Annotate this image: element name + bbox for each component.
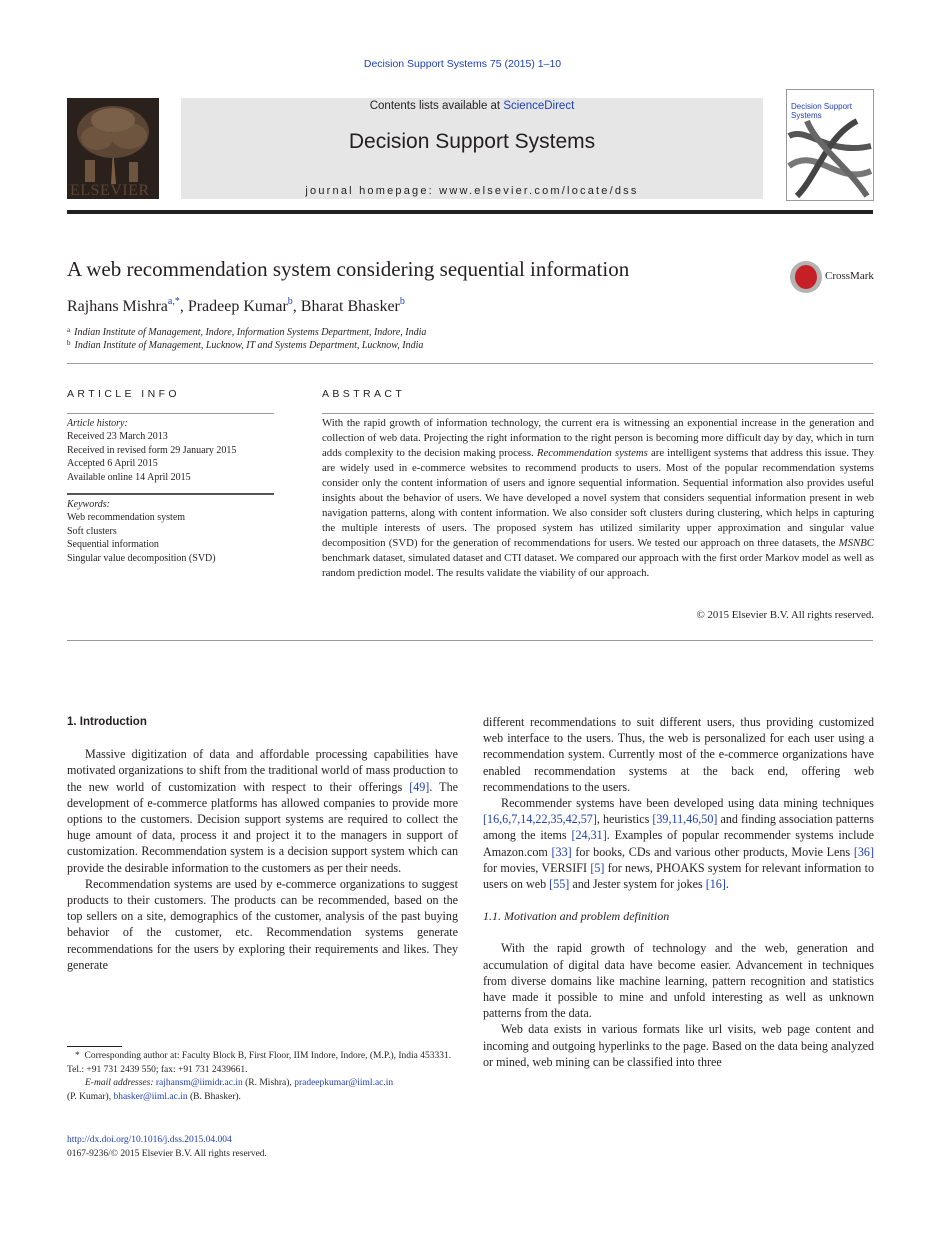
crossmark-label[interactable]: CrossMark: [825, 270, 874, 282]
author-separator: ,: [179, 298, 188, 315]
history-accepted: Accepted 6 April 2015: [67, 458, 158, 470]
keywords-rule: [67, 493, 274, 495]
article-info-heading: ARTICLE INFO: [67, 388, 180, 400]
article-info-rule: [67, 413, 274, 414]
body-right-column: [483, 714, 874, 1070]
corresponding-text: Corresponding author at: Faculty Block B, First Floor, IIM Indore, Indore, (M.P.), India 453331. Tel.: +91 731 2439 550; fax: +91 731 2439661.: [67, 1051, 452, 1075]
crossmark-badge[interactable]: [790, 261, 874, 295]
abstract-rule: [322, 413, 874, 414]
text-run: . Examples of popular recommender systems include Amazon.com: [483, 828, 874, 859]
history-label: Article history:: [67, 418, 128, 429]
affiliation-mark: a: [67, 326, 71, 334]
text-run: , heuristics: [596, 812, 653, 827]
text-run: and finding association patterns among the items: [483, 812, 874, 843]
keywords-label: Keywords:: [67, 499, 110, 510]
header-rule: [67, 210, 873, 214]
text-run: for books, CDs and various other products, Movie Lens: [571, 844, 854, 859]
paragraph: With the rapid growth of technology and the web, generation and accumulation of digital data have become easier. Advancement in techniques from diverse domains like machine learning, pattern recognition and statistics have made it possible to mine and unfold interesting as well as unknown patterns from the data.: [483, 941, 874, 1021]
title-divider: [67, 363, 873, 364]
citation-link[interactable]: [16,6,7,14,22,35,42,57]: [483, 812, 597, 827]
email-label: E-mail addresses:: [85, 1078, 154, 1088]
sciencedirect-link[interactable]: ScienceDirect: [503, 100, 575, 112]
abstract-segment: With the rapid growth of information technology, the current era is witnessing an exponential increase in the generation and collection of web data. Projecting the right information to the right person is becoming more difficult day by day, which in turn adds complexity to the decision making process.: [322, 417, 874, 459]
abstract-copyright: © 2015 Elsevier B.V. All rights reserved.: [696, 609, 874, 621]
author-name: Pradeep Kumar: [187, 298, 288, 315]
paragraph: Web data exists in various formats like url visits, web page content and incoming and outgoing hyperlinks to the page. Based on the data being analyzed or mined, web mining can be classified into three: [483, 1022, 874, 1069]
keyword-item: Soft clusters: [67, 525, 117, 537]
affiliation-b: [67, 339, 423, 351]
author-list: [67, 296, 405, 316]
affiliation-a: [67, 326, 426, 338]
paragraph: [67, 746, 458, 876]
email-link[interactable]: rajhansm@iimidr.ac.in: [155, 1078, 243, 1088]
text-run: Massive digitization of data and affordable processing capabilities have motivated organizations to shift from the traditional world of mass production to the new world of customization with respect to their offerings: [67, 747, 458, 794]
corresponding-author-note: [67, 1050, 458, 1077]
history-revised: Received in revised form 29 January 2015: [67, 444, 237, 456]
cover-rope-icon: [787, 116, 873, 200]
citation-link[interactable]: [33]: [551, 844, 572, 859]
email-owner: (B. Bhasker).: [187, 1091, 241, 1102]
author-name: Rajhans Mishra: [67, 298, 168, 315]
publisher-logo-text: ELSEVIER: [70, 182, 150, 199]
abstract-italic: MSNBC: [838, 536, 874, 549]
doi-block: [67, 1134, 458, 1161]
author-affil-mark[interactable]: b: [399, 296, 405, 307]
keywords-block: [67, 498, 277, 565]
history-online: Available online 14 April 2015: [67, 471, 191, 483]
issn-line: 0167-9236/© 2015 Elsevier B.V. All rights reserved.: [67, 1148, 267, 1159]
abstract-segment: benchmark dataset, simulated dataset and CTI dataset. We compared our approach with the first order Markov model as well as random prediction model. The results validate the viability of our approach.: [322, 551, 874, 579]
footnote-rule: [67, 1046, 122, 1047]
contents-line: [181, 100, 763, 112]
citation-link[interactable]: [39,11,46,50]: [652, 812, 718, 827]
author-separator: ,: [292, 298, 301, 315]
keyword-item: Sequential information: [67, 539, 159, 551]
citation-link[interactable]: [24,31]: [571, 828, 607, 843]
email-owner: (P. Kumar),: [67, 1091, 114, 1102]
text-run: Recommender systems have been developed using data mining techniques: [501, 796, 874, 811]
journal-cover-thumbnail: [786, 89, 874, 201]
citation-link[interactable]: [55]: [549, 877, 570, 892]
footnote-star: *: [75, 1051, 80, 1061]
section-heading: 1. Introduction: [67, 716, 147, 728]
citation-link[interactable]: [49]: [409, 779, 430, 794]
citation-link[interactable]: [36]: [853, 844, 874, 859]
text-run: and Jester system for jokes: [569, 877, 706, 892]
abstract-text: [322, 416, 874, 580]
citation-link[interactable]: [16]: [705, 877, 726, 892]
contents-prefix: Contents lists available at: [369, 100, 504, 112]
body-left-column: [67, 714, 458, 973]
journal-title: Decision Support Systems: [348, 130, 596, 153]
elsevier-tree-logo: [67, 98, 159, 199]
paragraph: different recommendations to suit different users, thus providing customized web interface to the users. Thus, the web is personalized for each user using a recommendation system. Currently most of the e-commerce organizations have enabled recommendation systems at the back end, offering web recommendations to the users.: [483, 715, 874, 794]
affiliation-mark: b: [67, 339, 71, 347]
keyword-item: Singular value decomposition (SVD): [67, 552, 216, 564]
journal-homepage[interactable]: journal homepage: www.elsevier.com/locate/dss: [305, 185, 639, 197]
article-title: A web recommendation system considering sequential information: [67, 257, 630, 281]
keyword-item: Web recommendation system: [67, 512, 186, 524]
text-run: for news, PHOAKS system for relevant information to users on web: [483, 860, 874, 892]
email-addresses: [67, 1077, 458, 1104]
author-affil-mark[interactable]: b: [287, 296, 293, 307]
author-affil-mark[interactable]: a,*: [167, 296, 180, 307]
article-history: [67, 417, 277, 484]
affiliation-text: Indian Institute of Management, Indore, Information Systems Department, Indore, India: [74, 327, 427, 338]
footnote-block: [67, 1050, 458, 1104]
history-received: Received 23 March 2013: [67, 431, 168, 443]
author-name: Bharat Bhasker: [300, 298, 400, 315]
crossmark-icon[interactable]: [790, 261, 822, 293]
affiliation-text: Indian Institute of Management, Lucknow, IT and Systems Department, Lucknow, India: [74, 340, 424, 351]
email-link[interactable]: pradeepkumar@iiml.ac.in: [294, 1078, 394, 1088]
journal-citation[interactable]: Decision Support Systems 75 (2015) 1–10: [363, 58, 562, 70]
cover-title: Decision Support Systems: [791, 102, 852, 120]
journal-masthead: [181, 98, 763, 199]
text-run: for movies, VERSIFI: [483, 860, 591, 875]
paragraph: Recommendation systems are used by e-commerce organizations to suggest products to their customers. The products can be recommended, based on the top sellers on a site, demographics of the customer, analysis of the past buying behavior of the customer, etc. Recommendation systems generate recommendations for the users by exploring their requirements and likes. They generate: [67, 876, 458, 972]
abstract-italic: Recommendation systems: [536, 446, 648, 459]
email-link[interactable]: bhasker@iiml.ac.in: [113, 1091, 188, 1102]
subsection-heading: 1.1. Motivation and problem definition: [483, 909, 670, 924]
abstract-segment: are intelligent systems that address this issue. They are widely used in e-commerce websites to recommend products to users. Most of the popular recommendation systems consider only the content information of users and ignore sequential information. Sequential information also provides useful insights about the behavior of users. We have developed a novel system that considers sequential information present in web navigation patterns, along with content information. We also consider soft clusters during clustering, which helps in capturing the multiple interests of users. The proposed system has utilized similarity upper approximation and singular value decomposition (SVD) for the generation of recommendations for users. We tested our approach on three datasets, the: [322, 446, 874, 549]
abstract-divider: [67, 640, 873, 641]
abstract-heading: ABSTRACT: [322, 388, 406, 400]
email-owner: (R. Mishra),: [242, 1078, 295, 1088]
text-run: . The development of e-commerce platforms has allowed companies to provide more options to the customers. Decision support systems are required to collect the huge amount of data, process it and project it to the managers in support of customization. Recommendation system is a decision support system which can provide the desirable information to the customers as per their needs.: [67, 779, 458, 875]
citation-link[interactable]: [5]: [590, 860, 605, 875]
doi-link[interactable]: http://dx.doi.org/10.1016/j.dss.2015.04.004: [67, 1135, 232, 1145]
text-run: .: [725, 877, 729, 892]
paragraph: [483, 795, 874, 892]
